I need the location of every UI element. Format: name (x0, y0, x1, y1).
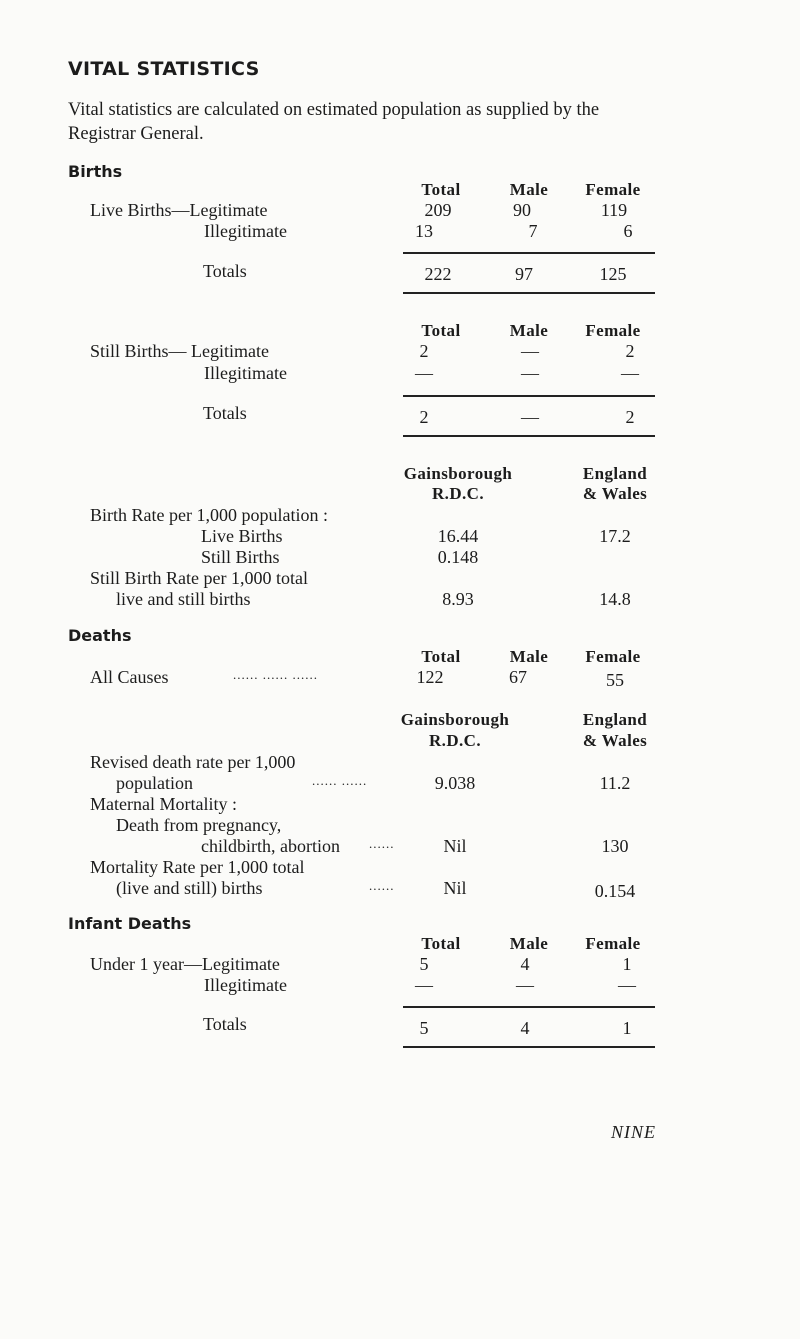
live-illeg-total: 13 (415, 221, 433, 241)
intro-text: Vital statistics are calculated on estimated population as supplied by the Registrar General. (68, 100, 600, 144)
birth-rate-label: Birth Rate per 1,000 population : (90, 505, 328, 525)
still-totals-total: 2 (419, 407, 429, 427)
live-illeg-female: 6 (623, 221, 633, 241)
still-header-male: Male (509, 321, 549, 340)
live-legit-total: 209 (424, 200, 452, 220)
infant-illeg-total: — (415, 975, 433, 995)
maternal-label-2: Death from pregnancy, (116, 815, 282, 835)
live-totals-rule-bottom (403, 292, 655, 294)
maternal-label-3: childbirth, abortion (201, 836, 340, 856)
all-causes-female: 55 (606, 670, 624, 690)
revised-label-1: Revised death rate per 1,000 (90, 752, 296, 772)
page-number: NINE (610, 1122, 656, 1142)
deaths-header-total: Total (421, 647, 461, 666)
deaths-header-female: Female (585, 647, 641, 666)
infant-illeg-female: — (618, 975, 636, 995)
revised-rdc: 9.038 (434, 773, 476, 793)
infant-header-female: Female (585, 934, 641, 953)
revised-label-2: population (116, 773, 193, 793)
infant-legit-female: 1 (622, 954, 632, 974)
still-rate-label-2: live and still births (116, 589, 251, 609)
all-causes-total: 122 (416, 667, 444, 687)
infant-totals-rule-bottom (403, 1046, 655, 1048)
maternal-label-1: Maternal Mortality : (90, 794, 237, 814)
infant-totals-female: 1 (622, 1018, 632, 1038)
infant-totals-label: Totals (203, 1014, 247, 1034)
live-legit-label: Live Births—Legitimate (90, 200, 268, 220)
infant-heading: Infant Deaths (68, 914, 192, 933)
revised-ew: 11.2 (599, 773, 631, 793)
infant-illeg-label: Illegitimate (204, 975, 287, 995)
births-rates-col1-line1: Gainsborough (403, 464, 513, 483)
live-legit-female: 119 (600, 200, 628, 220)
maternal-rdc: Nil (443, 836, 467, 856)
still-totals-rule-bottom (403, 435, 655, 437)
still-totals-label: Totals (203, 403, 247, 423)
births-rates-col1-line2: R.D.C. (432, 484, 484, 503)
all-causes-male: 67 (509, 667, 527, 687)
mortality-dots: ...... (369, 878, 395, 893)
mortality-label-2: (live and still) births (116, 878, 263, 898)
deaths-rates-col1-line2: R.D.C. (429, 731, 481, 750)
still-rate-ew: 14.8 (599, 589, 631, 609)
still-legit-male: — (521, 341, 539, 361)
rate-still-births-label: Still Births (201, 547, 280, 567)
rate-still-births-rdc: 0.148 (437, 547, 479, 567)
deaths-header-male: Male (509, 647, 549, 666)
still-legit-total: 2 (419, 341, 429, 361)
live-illeg-male: 7 (528, 221, 538, 241)
all-causes-label: All Causes (90, 667, 169, 687)
page-title: VITAL STATISTICS (68, 58, 260, 80)
live-header-male: Male (509, 180, 549, 199)
still-illeg-female: — (621, 363, 639, 383)
still-legit-female: 2 (625, 341, 635, 361)
live-totals-rule-top (403, 252, 655, 254)
rate-live-births-rdc: 16.44 (437, 526, 479, 546)
still-illeg-label: Illegitimate (204, 363, 287, 383)
infant-legit-total: 5 (419, 954, 429, 974)
still-illeg-male: — (521, 363, 539, 383)
all-causes-dots: ...... ...... ...... (233, 667, 318, 682)
still-totals-female: 2 (625, 407, 635, 427)
still-rate-rdc: 8.93 (442, 589, 474, 609)
live-illeg-label: Illegitimate (204, 221, 287, 241)
infant-totals-total: 5 (419, 1018, 429, 1038)
mortality-ew: 0.154 (594, 881, 636, 901)
deaths-rates-col2-line1: England (582, 710, 648, 729)
live-totals-male: 97 (515, 264, 533, 284)
live-totals-female: 125 (599, 264, 627, 284)
births-rates-col2-line2: & Wales (582, 484, 648, 503)
deaths-rates-col1-line1: Gainsborough (400, 710, 510, 729)
deaths-heading: Deaths (68, 626, 132, 645)
maternal-ew: 130 (601, 836, 629, 856)
live-legit-male: 90 (513, 200, 531, 220)
births-heading: Births (68, 162, 123, 181)
still-illeg-total: — (415, 363, 433, 383)
infant-totals-male: 4 (520, 1018, 530, 1038)
infant-header-male: Male (509, 934, 549, 953)
live-header-female: Female (585, 180, 641, 199)
rate-live-births-ew: 17.2 (599, 526, 631, 546)
revised-dots: ...... ...... (312, 773, 368, 788)
rate-live-births-label: Live Births (201, 526, 283, 546)
still-legit-label: Still Births— Legitimate (90, 341, 269, 361)
live-header-total: Total (421, 180, 461, 199)
infant-totals-rule-top (403, 1006, 655, 1008)
births-rates-col2-line1: England (582, 464, 648, 483)
maternal-dots: ...... (369, 836, 395, 851)
infant-legit-male: 4 (520, 954, 530, 974)
still-rate-label-1: Still Birth Rate per 1,000 total (90, 568, 308, 588)
mortality-rdc: Nil (443, 878, 467, 898)
still-header-total: Total (421, 321, 461, 340)
infant-header-total: Total (421, 934, 461, 953)
infant-legit-label: Under 1 year—Legitimate (90, 954, 280, 974)
mortality-label-1: Mortality Rate per 1,000 total (90, 857, 305, 877)
infant-illeg-male: — (516, 975, 534, 995)
still-totals-male: — (521, 407, 539, 427)
still-totals-rule-top (403, 395, 655, 397)
live-totals-total: 222 (424, 264, 452, 284)
still-header-female: Female (585, 321, 641, 340)
live-totals-label: Totals (203, 261, 247, 281)
deaths-rates-col2-line2: & Wales (582, 731, 648, 750)
